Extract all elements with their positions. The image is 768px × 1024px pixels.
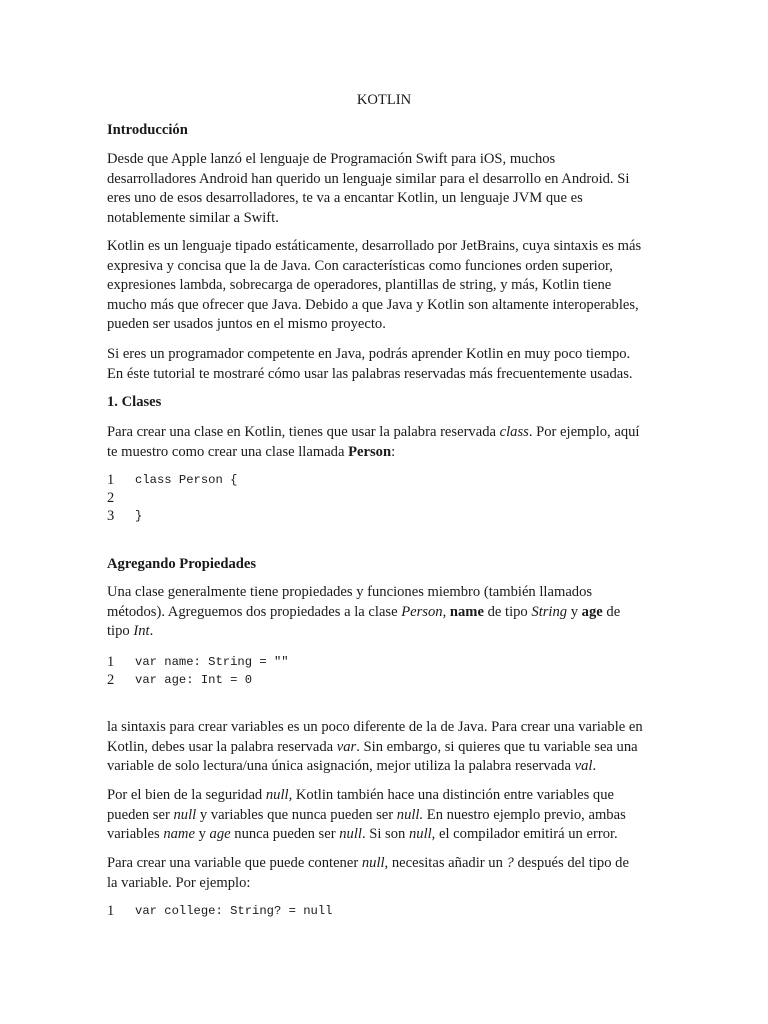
code-block-nullable xyxy=(107,903,667,921)
code-line: 1 var name: String = "" xyxy=(107,654,289,670)
code-line: 1 class Person { xyxy=(107,472,238,488)
vars-paragraph: la sintaxis para crear variables es un poco diferente de la de Java. Para crear una variable en Kotlin, debes usar la palabra reservada var. Sin embargo, si quieres que tu variable sea una variable de solo lectura/una única asignación, mejor utiliza la palabra reservada val. xyxy=(107,719,643,774)
intro-paragraph-1: Desde que Apple lanzó el lenguaje de Programación Swift para iOS, muchos desarrolladores Android han querido un lenguaje similar para el desarrollo en Android. Si eres uno de esos desarrolladores, te va a encantar Kotlin, un lenguaje JVM que es notablemente similar a Swift. xyxy=(107,151,630,226)
intro-paragraph-3: Si eres un programador competente en Java, podrás aprender Kotlin en muy poco tiempo. En éste tutorial te mostraré cómo usar las palabras reservadas más frecuentemente usadas. xyxy=(107,346,633,382)
code-line: 2 xyxy=(107,490,115,506)
code-line: 3 } xyxy=(107,508,143,524)
props-paragraph: Una clase generalmente tiene propiedades y funciones miembro (también llamados métodos). Agreguemos dos propiedades a la clase Person, name de tipo String y age de tipo Int. xyxy=(107,584,621,639)
intro-paragraph-2: Kotlin es un lenguaje tipado estáticamente, desarrollado por JetBrains, cuya sintaxis es más expresiva y concisa que la de Java. Con características como funciones orden superior, expresiones lambda, sobrecarga de operadores, plantillas de string, y más, Kotlin tiene mucho más que ofrecer que Java. Debido a que Java y Kotlin son altamente interoperables, pueden ser usados juntos en el mismo proyecto. xyxy=(107,238,642,332)
heading-agregando-propiedades: Agregando Propiedades xyxy=(107,556,257,572)
heading-introduccion: Introducción xyxy=(107,122,188,138)
nullable-paragraph: Para crear una variable que puede contener null, necesitas añadir un ? después del tipo de la variable. Por ejemplo: xyxy=(107,855,629,891)
code-line: 2 var age: Int = 0 xyxy=(107,672,253,688)
clases-paragraph: Para crear una clase en Kotlin, tienes que usar la palabra reservada class. Por ejemplo, aquí te muestro como crear una clase llamada Person: xyxy=(107,424,640,460)
page-title: KOTLIN xyxy=(356,92,412,108)
null-safety-paragraph: Por el bien de la seguridad null, Kotlin también hace una distinción entre variables que pueden ser null y variables que nunca pueden ser null. En nuestro ejemplo previo, ambas variables name y age nunca pueden ser null. Si son null, el compilador emitirá un error. xyxy=(107,787,626,842)
heading-clases: 1. Clases xyxy=(107,394,162,410)
code-line: 1 var college: String? = null xyxy=(107,903,333,919)
code-block-class xyxy=(107,472,667,526)
code-block-properties xyxy=(107,654,667,690)
